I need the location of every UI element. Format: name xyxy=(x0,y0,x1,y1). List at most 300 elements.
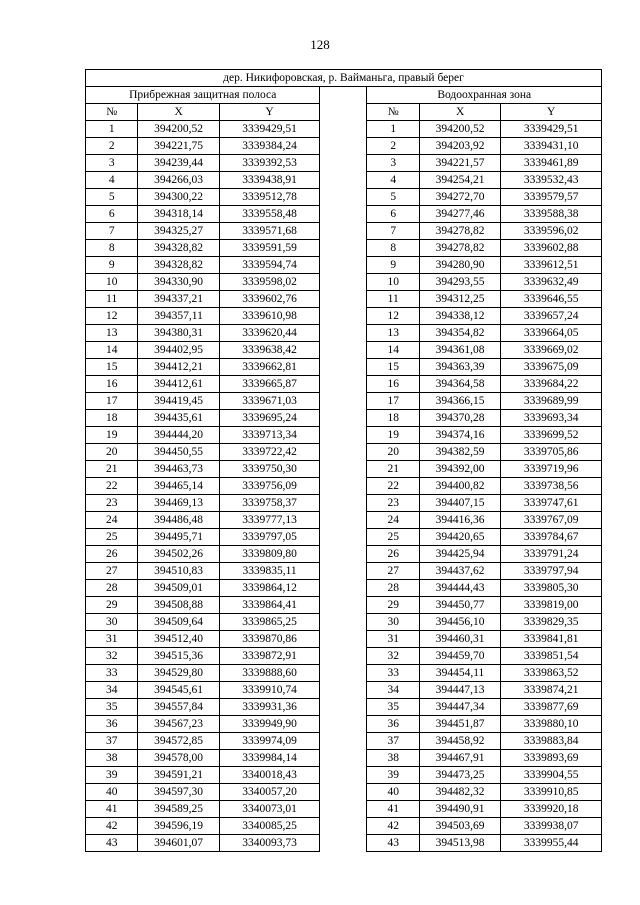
left-cell-y: 3339392,53 xyxy=(219,155,320,172)
column-gap xyxy=(320,699,367,716)
left-cell-y: 3339974,09 xyxy=(219,733,320,750)
left-cell-number: 42 xyxy=(86,818,138,835)
left-cell-x: 394597,30 xyxy=(138,784,219,801)
table-row xyxy=(86,138,602,155)
column-gap xyxy=(320,240,367,257)
table-row xyxy=(86,665,602,682)
left-cell-x: 394412,61 xyxy=(138,376,219,393)
column-gap xyxy=(320,410,367,427)
left-cell-y: 3339984,14 xyxy=(219,750,320,767)
table-row xyxy=(86,750,602,767)
right-cell-x: 394392,00 xyxy=(419,461,500,478)
left-cell-number: 37 xyxy=(86,733,138,750)
column-gap xyxy=(320,580,367,597)
column-gap xyxy=(320,597,367,614)
column-gap xyxy=(320,512,367,529)
right-cell-y: 3339784,67 xyxy=(501,529,602,546)
table-row xyxy=(86,257,602,274)
table-row xyxy=(86,648,602,665)
right-cell-number: 36 xyxy=(367,716,419,733)
right-cell-x: 394278,82 xyxy=(419,240,500,257)
left-cell-y: 3339384,24 xyxy=(219,138,320,155)
left-cell-y: 3339797,05 xyxy=(219,529,320,546)
right-cell-number: 28 xyxy=(367,580,419,597)
table-row xyxy=(86,342,602,359)
left-col-number: № xyxy=(86,104,138,121)
left-cell-number: 6 xyxy=(86,206,138,223)
table-row xyxy=(86,410,602,427)
right-cell-x: 394458,92 xyxy=(419,733,500,750)
left-cell-x: 394578,00 xyxy=(138,750,219,767)
right-cell-y: 3339877,69 xyxy=(501,699,602,716)
left-cell-y: 3339671,03 xyxy=(219,393,320,410)
right-cell-x: 394272,70 xyxy=(419,189,500,206)
table-row xyxy=(86,155,602,172)
table-row xyxy=(86,427,602,444)
left-cell-y: 3340057,20 xyxy=(219,784,320,801)
left-cell-x: 394465,14 xyxy=(138,478,219,495)
right-cell-number: 29 xyxy=(367,597,419,614)
right-cell-number: 21 xyxy=(367,461,419,478)
left-cell-number: 25 xyxy=(86,529,138,546)
left-cell-y: 3339864,41 xyxy=(219,597,320,614)
left-cell-y: 3339591,59 xyxy=(219,240,320,257)
right-cell-number: 24 xyxy=(367,512,419,529)
right-cell-y: 3339588,38 xyxy=(501,206,602,223)
left-cell-x: 394589,25 xyxy=(138,801,219,818)
column-gap xyxy=(320,104,367,121)
left-cell-y: 3339665,87 xyxy=(219,376,320,393)
left-cell-x: 394557,84 xyxy=(138,699,219,716)
left-cell-number: 27 xyxy=(86,563,138,580)
left-cell-x: 394508,88 xyxy=(138,597,219,614)
table-row xyxy=(86,206,602,223)
left-cell-y: 3339777,13 xyxy=(219,512,320,529)
column-gap xyxy=(320,206,367,223)
left-cell-y: 3339910,74 xyxy=(219,682,320,699)
right-cell-y: 3339646,55 xyxy=(501,291,602,308)
left-cell-number: 1 xyxy=(86,121,138,138)
left-cell-number: 26 xyxy=(86,546,138,563)
left-cell-y: 3339888,60 xyxy=(219,665,320,682)
left-section-title: Прибрежная защитная полоса xyxy=(86,87,320,104)
left-cell-x: 394512,40 xyxy=(138,631,219,648)
right-cell-number: 15 xyxy=(367,359,419,376)
right-cell-number: 13 xyxy=(367,325,419,342)
left-cell-y: 3339438,91 xyxy=(219,172,320,189)
left-cell-y: 3339870,86 xyxy=(219,631,320,648)
left-cell-x: 394495,71 xyxy=(138,529,219,546)
right-cell-number: 19 xyxy=(367,427,419,444)
left-cell-x: 394596,19 xyxy=(138,818,219,835)
left-cell-number: 35 xyxy=(86,699,138,716)
left-cell-number: 22 xyxy=(86,478,138,495)
column-gap xyxy=(320,478,367,495)
right-cell-y: 3339664,05 xyxy=(501,325,602,342)
left-cell-y: 3339949,90 xyxy=(219,716,320,733)
left-cell-y: 3339809,80 xyxy=(219,546,320,563)
table-row xyxy=(86,631,602,648)
column-gap xyxy=(320,461,367,478)
left-cell-x: 394567,23 xyxy=(138,716,219,733)
left-cell-x: 394486,48 xyxy=(138,512,219,529)
table-row xyxy=(86,597,602,614)
left-cell-y: 3339512,78 xyxy=(219,189,320,206)
left-cell-number: 5 xyxy=(86,189,138,206)
right-cell-y: 3339431,10 xyxy=(501,138,602,155)
right-cell-number: 32 xyxy=(367,648,419,665)
right-cell-x: 394437,62 xyxy=(419,563,500,580)
column-gap xyxy=(320,750,367,767)
right-cell-x: 394444,43 xyxy=(419,580,500,597)
right-cell-x: 394513,98 xyxy=(419,835,500,852)
left-cell-number: 18 xyxy=(86,410,138,427)
left-cell-x: 394463,73 xyxy=(138,461,219,478)
right-cell-x: 394473,25 xyxy=(419,767,500,784)
left-col-x: X xyxy=(138,104,219,121)
right-cell-y: 3339602,88 xyxy=(501,240,602,257)
right-cell-y: 3339738,56 xyxy=(501,478,602,495)
right-cell-y: 3339705,86 xyxy=(501,444,602,461)
column-gap xyxy=(320,631,367,648)
column-gap xyxy=(320,223,367,240)
right-cell-x: 394382,59 xyxy=(419,444,500,461)
right-cell-number: 9 xyxy=(367,257,419,274)
right-cell-number: 7 xyxy=(367,223,419,240)
left-cell-number: 28 xyxy=(86,580,138,597)
table-row xyxy=(86,716,602,733)
left-cell-number: 43 xyxy=(86,835,138,852)
column-gap xyxy=(320,665,367,682)
left-cell-y: 3340073,01 xyxy=(219,801,320,818)
right-cell-y: 3339612,51 xyxy=(501,257,602,274)
right-cell-y: 3339910,85 xyxy=(501,784,602,801)
right-cell-number: 25 xyxy=(367,529,419,546)
column-gap xyxy=(320,427,367,444)
right-cell-y: 3339747,61 xyxy=(501,495,602,512)
page-number: 128 xyxy=(310,37,330,52)
coordinates-sheet xyxy=(85,69,602,852)
right-cell-number: 5 xyxy=(367,189,419,206)
right-cell-y: 3339657,24 xyxy=(501,308,602,325)
right-cell-x: 394425,94 xyxy=(419,546,500,563)
right-cell-y: 3339938,07 xyxy=(501,818,602,835)
left-cell-x: 394328,82 xyxy=(138,257,219,274)
left-cell-x: 394221,75 xyxy=(138,138,219,155)
column-gap xyxy=(320,563,367,580)
table-row xyxy=(86,767,602,784)
table-row xyxy=(86,223,602,240)
column-gap xyxy=(320,291,367,308)
column-gap xyxy=(320,138,367,155)
left-cell-y: 3339872,91 xyxy=(219,648,320,665)
left-cell-number: 11 xyxy=(86,291,138,308)
left-cell-number: 39 xyxy=(86,767,138,784)
left-cell-y: 3340018,43 xyxy=(219,767,320,784)
right-cell-number: 34 xyxy=(367,682,419,699)
left-cell-y: 3339931,36 xyxy=(219,699,320,716)
right-cell-x: 394456,10 xyxy=(419,614,500,631)
right-cell-x: 394459,70 xyxy=(419,648,500,665)
table-row xyxy=(86,818,602,835)
column-gap xyxy=(320,87,367,104)
left-cell-y: 3339722,42 xyxy=(219,444,320,461)
right-cell-y: 3339699,52 xyxy=(501,427,602,444)
left-cell-y: 3339594,74 xyxy=(219,257,320,274)
left-cell-y: 3340085,25 xyxy=(219,818,320,835)
right-cell-number: 18 xyxy=(367,410,419,427)
left-cell-x: 394529,80 xyxy=(138,665,219,682)
left-cell-number: 2 xyxy=(86,138,138,155)
left-cell-number: 21 xyxy=(86,461,138,478)
left-cell-y: 3339638,42 xyxy=(219,342,320,359)
table-row xyxy=(86,240,602,257)
right-cell-x: 394370,28 xyxy=(419,410,500,427)
left-cell-x: 394200,52 xyxy=(138,121,219,138)
right-cell-x: 394454,11 xyxy=(419,665,500,682)
left-cell-x: 394502,26 xyxy=(138,546,219,563)
table-title: дер. Никифоровская, р. Вайманьга, правый берег xyxy=(86,70,602,87)
right-cell-y: 3339461,89 xyxy=(501,155,602,172)
left-cell-x: 394591,21 xyxy=(138,767,219,784)
left-cell-y: 3339695,24 xyxy=(219,410,320,427)
right-cell-y: 3339632,49 xyxy=(501,274,602,291)
left-cell-number: 3 xyxy=(86,155,138,172)
left-cell-number: 31 xyxy=(86,631,138,648)
right-cell-y: 3339429,51 xyxy=(501,121,602,138)
table-row xyxy=(86,563,602,580)
right-cell-x: 394451,87 xyxy=(419,716,500,733)
left-cell-number: 29 xyxy=(86,597,138,614)
column-gap xyxy=(320,325,367,342)
left-cell-number: 7 xyxy=(86,223,138,240)
table-row xyxy=(86,291,602,308)
table-row xyxy=(86,393,602,410)
right-cell-x: 394407,15 xyxy=(419,495,500,512)
left-cell-y: 3339662,81 xyxy=(219,359,320,376)
column-gap xyxy=(320,716,367,733)
left-cell-number: 41 xyxy=(86,801,138,818)
right-cell-x: 394467,91 xyxy=(419,750,500,767)
table-row xyxy=(86,325,602,342)
right-cell-y: 3339880,10 xyxy=(501,716,602,733)
right-cell-number: 41 xyxy=(367,801,419,818)
column-gap xyxy=(320,818,367,835)
left-cell-y: 3339835,11 xyxy=(219,563,320,580)
left-cell-y: 3339610,98 xyxy=(219,308,320,325)
right-col-y: Y xyxy=(501,104,602,121)
left-cell-number: 10 xyxy=(86,274,138,291)
right-cell-x: 394221,57 xyxy=(419,155,500,172)
table-row xyxy=(86,512,602,529)
right-cell-x: 394277,46 xyxy=(419,206,500,223)
left-cell-x: 394545,61 xyxy=(138,682,219,699)
left-cell-number: 16 xyxy=(86,376,138,393)
right-cell-y: 3339819,00 xyxy=(501,597,602,614)
column-gap xyxy=(320,835,367,852)
right-cell-x: 394254,21 xyxy=(419,172,500,189)
right-cell-x: 394354,82 xyxy=(419,325,500,342)
left-cell-x: 394330,90 xyxy=(138,274,219,291)
right-cell-number: 37 xyxy=(367,733,419,750)
table-row xyxy=(86,359,602,376)
column-gap xyxy=(320,546,367,563)
table-row xyxy=(86,614,602,631)
right-cell-number: 17 xyxy=(367,393,419,410)
column-gap xyxy=(320,495,367,512)
right-cell-x: 394447,13 xyxy=(419,682,500,699)
right-cell-number: 43 xyxy=(367,835,419,852)
column-gap xyxy=(320,784,367,801)
column-gap xyxy=(320,648,367,665)
right-cell-number: 12 xyxy=(367,308,419,325)
left-cell-number: 17 xyxy=(86,393,138,410)
table-row xyxy=(86,699,602,716)
left-cell-x: 394357,11 xyxy=(138,308,219,325)
left-cell-x: 394509,01 xyxy=(138,580,219,597)
left-cell-x: 394435,61 xyxy=(138,410,219,427)
left-cell-y: 3339713,34 xyxy=(219,427,320,444)
left-cell-x: 394444,20 xyxy=(138,427,219,444)
coordinates-table xyxy=(85,69,602,852)
column-gap xyxy=(320,444,367,461)
left-cell-x: 394515,36 xyxy=(138,648,219,665)
left-cell-y: 3339750,30 xyxy=(219,461,320,478)
left-cell-y: 3340093,73 xyxy=(219,835,320,852)
left-cell-x: 394325,27 xyxy=(138,223,219,240)
table-row xyxy=(86,121,602,138)
column-gap xyxy=(320,529,367,546)
right-cell-y: 3339920,18 xyxy=(501,801,602,818)
left-cell-number: 23 xyxy=(86,495,138,512)
column-gap xyxy=(320,155,367,172)
right-cell-y: 3339893,69 xyxy=(501,750,602,767)
table-row xyxy=(86,189,602,206)
table-row xyxy=(86,733,602,750)
table-row xyxy=(86,461,602,478)
left-cell-y: 3339598,02 xyxy=(219,274,320,291)
left-cell-x: 394450,55 xyxy=(138,444,219,461)
table-row xyxy=(86,308,602,325)
right-cell-x: 394200,52 xyxy=(419,121,500,138)
left-cell-number: 24 xyxy=(86,512,138,529)
right-cell-y: 3339767,09 xyxy=(501,512,602,529)
column-gap xyxy=(320,393,367,410)
table-row xyxy=(86,274,602,291)
column-gap xyxy=(320,308,367,325)
right-cell-x: 394420,65 xyxy=(419,529,500,546)
column-gap xyxy=(320,189,367,206)
right-cell-x: 394416,36 xyxy=(419,512,500,529)
right-cell-number: 11 xyxy=(367,291,419,308)
right-cell-y: 3339851,54 xyxy=(501,648,602,665)
right-cell-x: 394364,58 xyxy=(419,376,500,393)
right-cell-y: 3339955,44 xyxy=(501,835,602,852)
right-cell-y: 3339863,52 xyxy=(501,665,602,682)
right-cell-number: 22 xyxy=(367,478,419,495)
right-cell-x: 394460,31 xyxy=(419,631,500,648)
left-cell-number: 13 xyxy=(86,325,138,342)
right-cell-number: 8 xyxy=(367,240,419,257)
right-cell-number: 39 xyxy=(367,767,419,784)
left-cell-y: 3339756,09 xyxy=(219,478,320,495)
right-cell-y: 3339693,34 xyxy=(501,410,602,427)
left-cell-number: 30 xyxy=(86,614,138,631)
table-row xyxy=(86,580,602,597)
right-cell-x: 394450,77 xyxy=(419,597,500,614)
left-cell-number: 9 xyxy=(86,257,138,274)
right-cell-number: 27 xyxy=(367,563,419,580)
left-cell-number: 33 xyxy=(86,665,138,682)
left-cell-x: 394510,83 xyxy=(138,563,219,580)
table-row xyxy=(86,784,602,801)
left-cell-x: 394419,45 xyxy=(138,393,219,410)
left-cell-x: 394509,64 xyxy=(138,614,219,631)
right-cell-number: 14 xyxy=(367,342,419,359)
right-section-title: Водоохранная зона xyxy=(367,87,602,104)
right-cell-x: 394361,08 xyxy=(419,342,500,359)
right-cell-number: 38 xyxy=(367,750,419,767)
right-cell-y: 3339805,30 xyxy=(501,580,602,597)
left-cell-y: 3339864,12 xyxy=(219,580,320,597)
right-cell-number: 30 xyxy=(367,614,419,631)
right-cell-y: 3339829,35 xyxy=(501,614,602,631)
column-gap xyxy=(320,767,367,784)
left-cell-number: 40 xyxy=(86,784,138,801)
left-cell-number: 38 xyxy=(86,750,138,767)
right-cell-x: 394374,16 xyxy=(419,427,500,444)
column-gap xyxy=(320,121,367,138)
left-cell-y: 3339620,44 xyxy=(219,325,320,342)
right-cell-y: 3339689,99 xyxy=(501,393,602,410)
right-cell-x: 394490,91 xyxy=(419,801,500,818)
left-cell-number: 19 xyxy=(86,427,138,444)
column-gap xyxy=(320,376,367,393)
table-row xyxy=(86,495,602,512)
table-row xyxy=(86,172,602,189)
left-cell-x: 394402,95 xyxy=(138,342,219,359)
table-row xyxy=(86,444,602,461)
right-cell-number: 3 xyxy=(367,155,419,172)
left-cell-y: 3339602,76 xyxy=(219,291,320,308)
column-gap xyxy=(320,614,367,631)
left-cell-x: 394300,22 xyxy=(138,189,219,206)
table-row xyxy=(86,546,602,563)
left-cell-x: 394266,03 xyxy=(138,172,219,189)
left-cell-x: 394412,21 xyxy=(138,359,219,376)
column-gap xyxy=(320,733,367,750)
right-cell-y: 3339883,84 xyxy=(501,733,602,750)
column-gap xyxy=(320,801,367,818)
right-cell-x: 394203,92 xyxy=(419,138,500,155)
right-cell-number: 10 xyxy=(367,274,419,291)
right-cell-number: 40 xyxy=(367,784,419,801)
left-cell-y: 3339558,48 xyxy=(219,206,320,223)
right-cell-y: 3339797,94 xyxy=(501,563,602,580)
right-cell-x: 394363,39 xyxy=(419,359,500,376)
left-cell-x: 394601,07 xyxy=(138,835,219,852)
right-cell-y: 3339791,24 xyxy=(501,546,602,563)
right-cell-number: 31 xyxy=(367,631,419,648)
right-cell-number: 1 xyxy=(367,121,419,138)
right-cell-y: 3339675,09 xyxy=(501,359,602,376)
right-cell-y: 3339874,21 xyxy=(501,682,602,699)
left-cell-number: 14 xyxy=(86,342,138,359)
right-col-number: № xyxy=(367,104,419,121)
right-cell-y: 3339532,43 xyxy=(501,172,602,189)
right-cell-number: 2 xyxy=(367,138,419,155)
right-cell-x: 394280,90 xyxy=(419,257,500,274)
